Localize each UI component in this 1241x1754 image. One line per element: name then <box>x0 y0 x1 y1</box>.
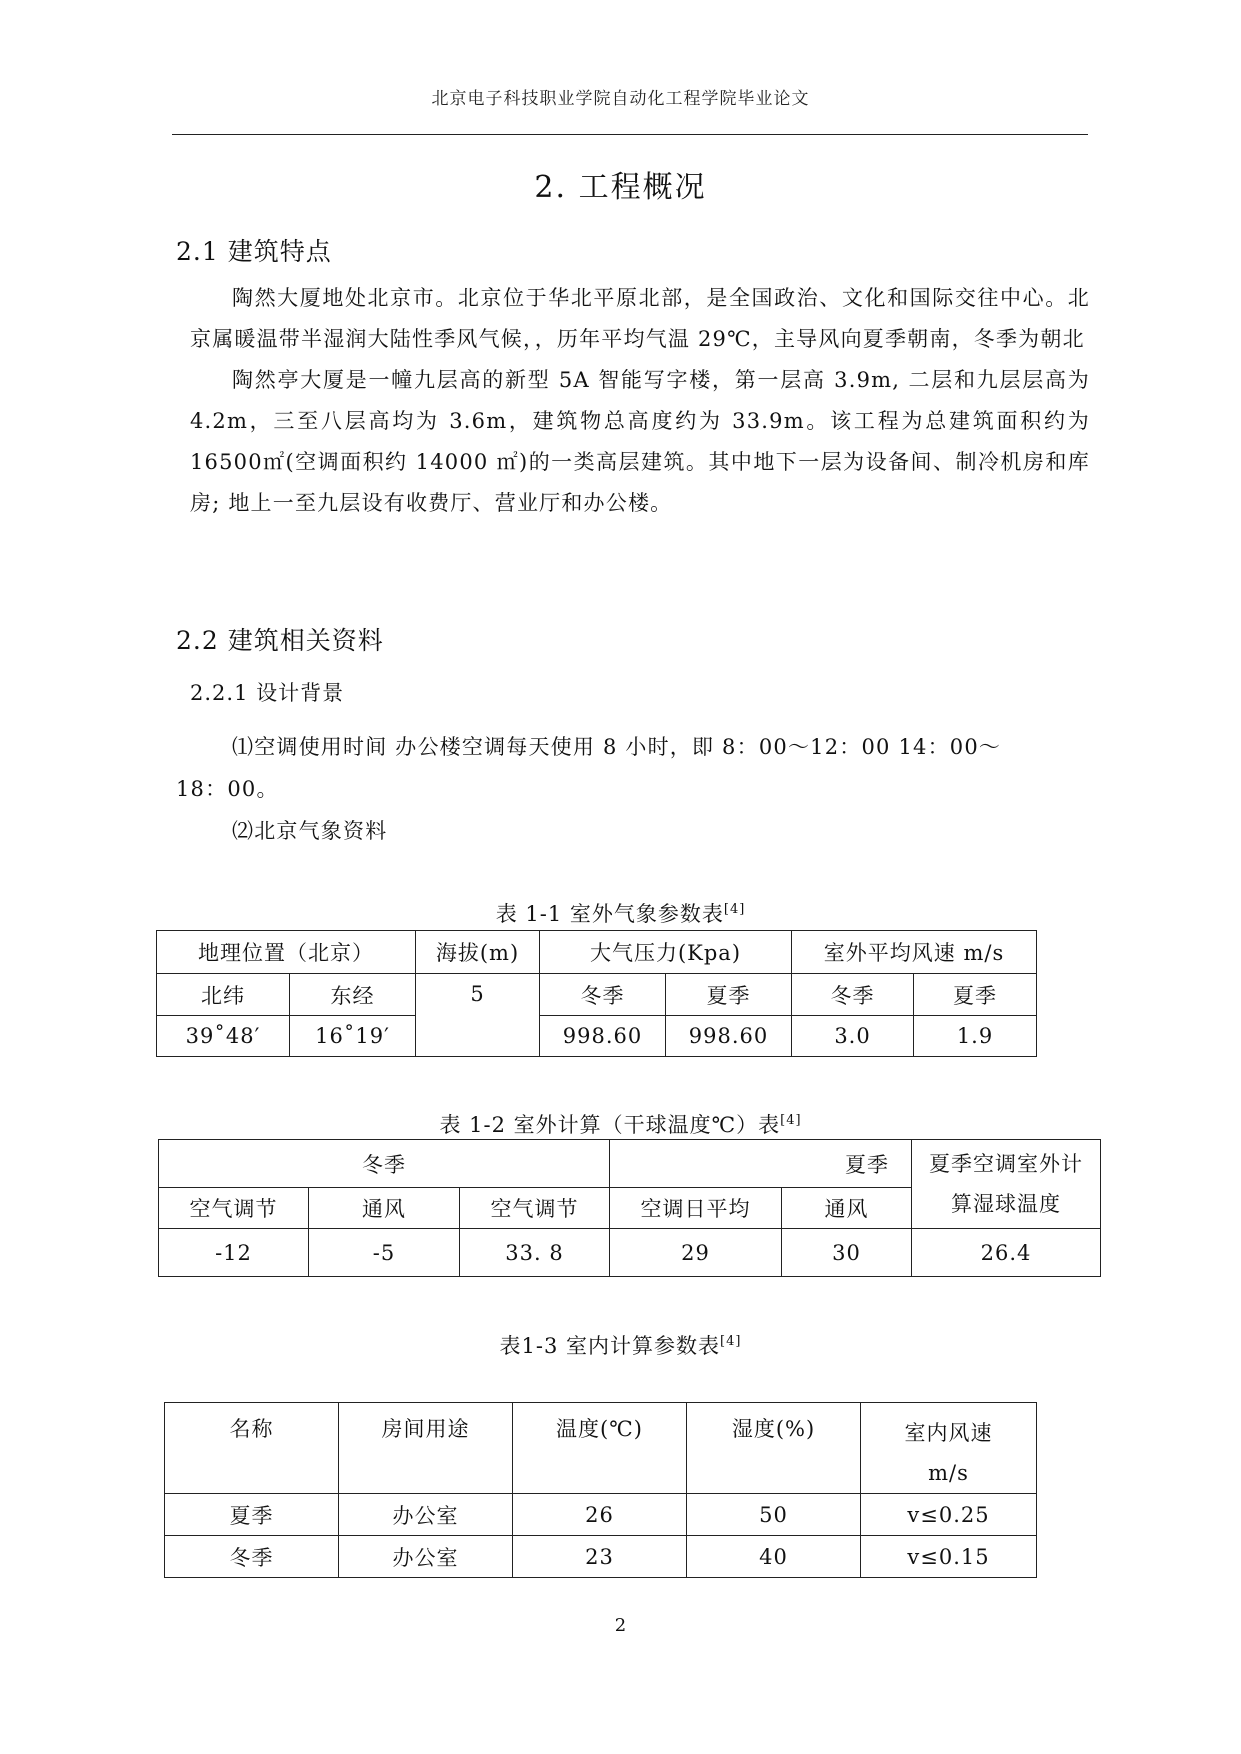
td-summer-name: 夏季 <box>165 1494 339 1536</box>
th-pressure-summer: 夏季 <box>666 974 792 1016</box>
table3-ref: [4] <box>720 1334 742 1349</box>
table1-caption-text: 表 1-1 室外气象参数表 <box>495 902 724 926</box>
td-summer-aircon: 33. 8 <box>460 1229 610 1277</box>
table1-caption <box>0 898 1241 928</box>
th-wet-bulb: 夏季空调室外计算湿球温度 <box>912 1140 1101 1229</box>
td-summer-wind: v≤0.25 <box>861 1494 1037 1536</box>
table3-caption <box>0 1330 1241 1360</box>
th-name: 名称 <box>165 1403 339 1494</box>
table-outdoor-calc <box>158 1139 1101 1277</box>
section-2-1-body <box>190 278 1090 524</box>
td-wet-bulb: 26.4 <box>912 1229 1101 1277</box>
th-winter-aircon: 空气调节 <box>159 1188 309 1229</box>
th-summer-vent: 通风 <box>782 1188 912 1229</box>
th-latitude: 北纬 <box>157 974 290 1016</box>
td-winter-wind: v≤0.15 <box>861 1536 1037 1578</box>
td-winter-vent: -5 <box>309 1229 460 1277</box>
th-wind-summer: 夏季 <box>914 974 1037 1016</box>
th-indoor-wind: 室内风速 m/s <box>861 1403 1037 1494</box>
td-latitude: 39˚48′ <box>157 1016 290 1057</box>
th-pressure-winter: 冬季 <box>540 974 666 1016</box>
td-summer-daily-avg: 29 <box>610 1229 782 1277</box>
table3-caption-text: 表1-3 室内计算参数表 <box>499 1334 721 1358</box>
th-altitude: 海拔(m) <box>416 931 540 974</box>
table1-ref: [4] <box>723 902 746 917</box>
th-summer: 夏季 <box>610 1140 912 1188</box>
th-summer-aircon: 空气调节 <box>460 1188 610 1229</box>
section-heading-2-2: 2.2 建筑相关资料 <box>176 626 384 655</box>
td-winter-humidity: 40 <box>687 1536 861 1578</box>
th-winter-vent: 通风 <box>309 1188 460 1229</box>
td-summer-temp: 26 <box>513 1494 687 1536</box>
td-altitude: 5 <box>416 974 540 1057</box>
paragraph-climate: 陶然大厦地处北京市。北京位于华北平原北部，是全国政治、文化和国际交往中心。北京属暖温带半湿润大陆性季风气候，，历年平均气温 29℃，主导风向夏季朝南，冬季为朝北 <box>190 286 1090 351</box>
th-longitude: 东经 <box>290 974 416 1016</box>
item-aircon-time: ⑴空调使用时间 办公楼空调每天使用 8 小时，即 8：00～12：00 14：00～ <box>232 735 1002 759</box>
th-summer-daily-avg: 空调日平均 <box>610 1188 782 1229</box>
page-number: 2 <box>614 1615 627 1636</box>
chapter-title: 2. 工程概况 <box>534 170 707 205</box>
th-wind-winter: 冬季 <box>792 974 914 1016</box>
td-pressure-winter: 998.60 <box>540 1016 666 1057</box>
td-winter-use: 办公室 <box>339 1536 513 1578</box>
table-indoor-params <box>164 1402 1037 1578</box>
table2-caption <box>0 1109 1241 1139</box>
th-humidity: 湿度(%) <box>687 1403 861 1494</box>
section-heading-2-1: 2.1 建筑特点 <box>176 237 332 266</box>
th-wind: 室外平均风速 m/s <box>792 931 1037 974</box>
table2-caption-text: 表 1-2 室外计算（干球温度℃）表 <box>439 1113 781 1137</box>
item-aircon-time-cont: 18：00。 <box>176 777 279 801</box>
header-rule <box>172 134 1088 135</box>
paragraph-building: 陶然亭大厦是一幢九层高的新型 5A 智能写字楼，第一层高 3.9m, 二层和九层层高为 4.2m，三至八层高均为 3.6m，建筑物总高度约为 33.9m。该工程为总建筑面积约为 16500㎡(空调面积约 14000 ㎡)的一类高层建筑。其中地下一层为设备间、制冷机房和库房; 地上一至九层设有收费厅、营业厅和办公楼。 <box>190 368 1090 515</box>
th-room-use: 房间用途 <box>339 1403 513 1494</box>
th-temperature: 温度(℃) <box>513 1403 687 1494</box>
td-wind-summer: 1.9 <box>914 1016 1037 1057</box>
page-header: 北京电子科技职业学院自动化工程学院毕业论文 <box>431 89 810 109</box>
td-summer-humidity: 50 <box>687 1494 861 1536</box>
td-longitude: 16˚19′ <box>290 1016 416 1057</box>
td-summer-use: 办公室 <box>339 1494 513 1536</box>
th-location: 地理位置（北京） <box>157 931 416 974</box>
td-winter-aircon: -12 <box>159 1229 309 1277</box>
td-summer-vent: 30 <box>782 1229 912 1277</box>
td-winter-name: 冬季 <box>165 1536 339 1578</box>
td-wind-winter: 3.0 <box>792 1016 914 1057</box>
table2-ref: [4] <box>780 1113 802 1128</box>
table-outdoor-weather <box>156 930 1037 1057</box>
th-winter: 冬季 <box>159 1140 610 1188</box>
td-pressure-summer: 998.60 <box>666 1016 792 1057</box>
item-weather-data: ⑵北京气象资料 <box>232 819 388 843</box>
td-winter-temp: 23 <box>513 1536 687 1578</box>
th-pressure: 大气压力(Kpa) <box>540 931 792 974</box>
subsection-heading-2-2-1: 2.2.1 设计背景 <box>190 681 345 705</box>
